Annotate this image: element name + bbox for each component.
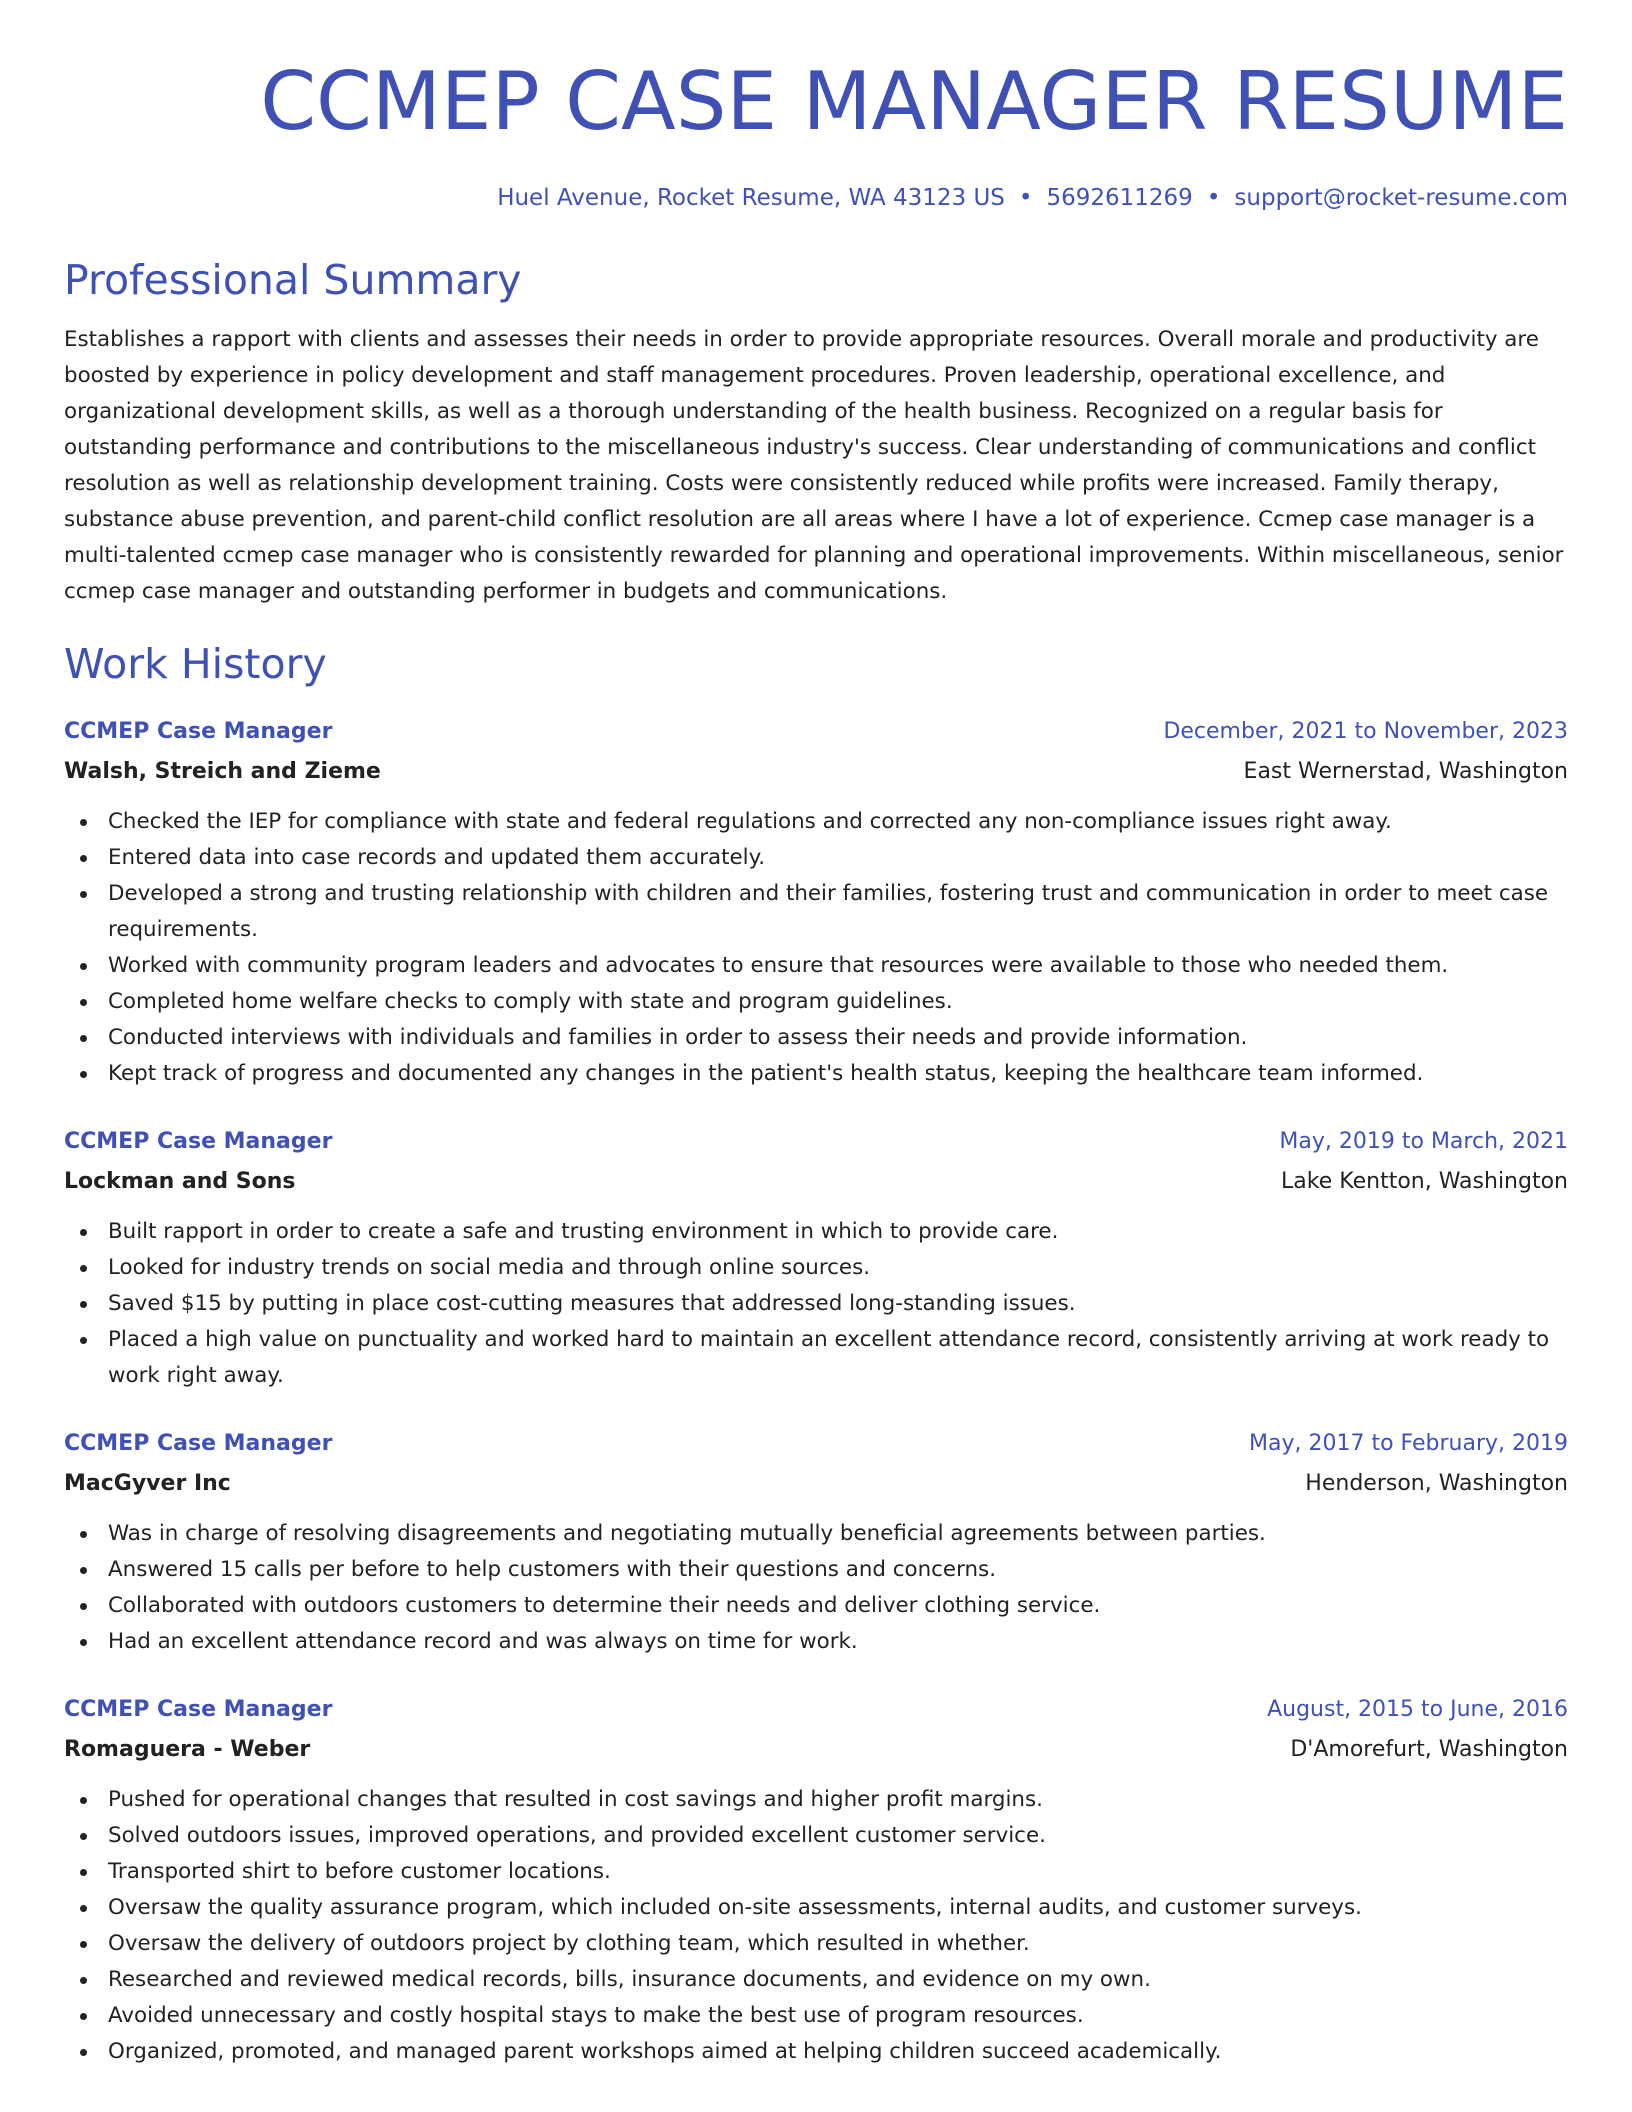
job-role: CCMEP Case Manager — [64, 719, 333, 744]
job-bullet: Avoided unnecessary and costly hospital stays to make the best use of program resources. — [108, 1998, 1568, 2034]
job-header-row — [64, 1424, 1568, 1464]
job-entry — [64, 1122, 1568, 1394]
contact-address: Huel Avenue, Rocket Resume, WA 43123 US — [497, 185, 1005, 211]
job-role: CCMEP Case Manager — [64, 1129, 333, 1154]
job-bullet: Answered 15 calls per before to help customers with their questions and concerns. — [108, 1552, 1568, 1588]
job-dates: May, 2017 to February, 2019 — [1249, 1431, 1568, 1456]
job-company-row — [64, 1730, 1568, 1770]
job-bullet: Oversaw the quality assurance program, which included on-site assessments, internal audits, and customer surveys. — [108, 1890, 1568, 1926]
job-company: Lockman and Sons — [64, 1169, 296, 1194]
contact-email: support@rocket-resume.com — [1234, 185, 1568, 211]
job-location: East Wernerstad, Washington — [1243, 759, 1568, 784]
job-bullet: Worked with community program leaders and advocates to ensure that resources were available to those who needed them. — [108, 948, 1568, 984]
job-bullet: Built rapport in order to create a safe and trusting environment in which to provide care. — [108, 1214, 1568, 1250]
job-bullet: Kept track of progress and documented any changes in the patient's health status, keeping the healthcare team informed. — [108, 1056, 1568, 1092]
job-company: MacGyver Inc — [64, 1471, 231, 1496]
job-header-row — [64, 1122, 1568, 1162]
job-bullet: Oversaw the delivery of outdoors project by clothing team, which resulted in whether. — [108, 1926, 1568, 1962]
resume-title: CCMEP CASE MANAGER RESUME — [260, 55, 1568, 148]
job-location: Henderson, Washington — [1305, 1471, 1568, 1496]
job-bullet: Entered data into case records and updated them accurately. — [108, 840, 1568, 876]
job-bullet: Transported shirt to before customer locations. — [108, 1854, 1568, 1890]
job-bullets — [64, 1214, 1568, 1394]
job-bullet: Collaborated with outdoors customers to determine their needs and deliver clothing service. — [108, 1588, 1568, 1624]
job-entry — [64, 1424, 1568, 1660]
job-bullet: Conducted interviews with individuals and families in order to assess their needs and provide information. — [108, 1020, 1568, 1056]
work-history-heading: Work History — [64, 640, 327, 688]
job-bullet: Was in charge of resolving disagreements and negotiating mutually beneficial agreements between parties. — [108, 1516, 1568, 1552]
job-company-row — [64, 1464, 1568, 1504]
summary-text: Establishes a rapport with clients and assesses their needs in order to provide appropriate resources. Overall morale and productivity are boosted by experience in policy development and staff management procedures. Proven leadership, operational excellence, and organizational development skills, as well as a thorough understanding of the health business. Recognized on a regular basis for outstanding performance and contributions to the miscellaneous industry's success. Clear understanding of communications and conflict resolution as well as relationship development training. Costs were consistently reduced while profits were increased. Family therapy, substance abuse prevention, and parent-child conflict resolution are all areas where I have a lot of experience. Ccmep case manager is a multi-talented ccmep case manager who is consistently rewarded for planning and operational improvements. Within miscellaneous, senior ccmep case manager and outstanding performer in budgets and communications. — [64, 327, 1564, 604]
job-bullets — [64, 1516, 1568, 1660]
contact-separator: • — [1018, 185, 1033, 211]
job-bullets — [64, 1782, 1568, 2070]
job-company-row — [64, 1162, 1568, 1202]
job-company: Romaguera - Weber — [64, 1737, 311, 1762]
job-header-row — [64, 712, 1568, 752]
job-dates: May, 2019 to March, 2021 — [1279, 1129, 1568, 1154]
job-dates: December, 2021 to November, 2023 — [1163, 719, 1568, 744]
contact-phone: 5692611269 — [1046, 185, 1193, 211]
job-bullet: Solved outdoors issues, improved operations, and provided excellent customer service. — [108, 1818, 1568, 1854]
job-bullet: Researched and reviewed medical records, bills, insurance documents, and evidence on my own. — [108, 1962, 1568, 1998]
job-bullet: Checked the IEP for compliance with state and federal regulations and corrected any non-compliance issues right away. — [108, 804, 1568, 840]
job-company: Walsh, Streich and Zieme — [64, 759, 381, 784]
job-dates: August, 2015 to June, 2016 — [1267, 1697, 1568, 1722]
resume-header — [64, 54, 1568, 214]
job-bullet: Looked for industry trends on social media and through online sources. — [108, 1250, 1568, 1286]
contact-separator: • — [1206, 185, 1221, 211]
job-role: CCMEP Case Manager — [64, 1697, 333, 1722]
contact-line — [64, 182, 1568, 214]
job-bullet: Pushed for operational changes that resulted in cost savings and higher profit margins. — [108, 1782, 1568, 1818]
summary-heading: Professional Summary — [64, 256, 522, 304]
job-header-row — [64, 1690, 1568, 1730]
job-bullet: Organized, promoted, and managed parent workshops aimed at helping children succeed academically. — [108, 2034, 1568, 2070]
job-bullet: Completed home welfare checks to comply with state and program guidelines. — [108, 984, 1568, 1020]
job-company-row — [64, 752, 1568, 792]
job-bullet: Saved $15 by putting in place cost-cutting measures that addressed long-standing issues. — [108, 1286, 1568, 1322]
job-bullet: Developed a strong and trusting relationship with children and their families, fostering trust and communication in order to meet case requirements. — [108, 876, 1568, 948]
job-bullet: Had an excellent attendance record and was always on time for work. — [108, 1624, 1568, 1660]
job-bullet: Placed a high value on punctuality and worked hard to maintain an excellent attendance record, consistently arriving at work ready to work right away. — [108, 1322, 1568, 1394]
job-location: D'Amorefurt, Washington — [1290, 1737, 1568, 1762]
job-entry — [64, 712, 1568, 1092]
job-entry — [64, 1690, 1568, 2070]
job-role: CCMEP Case Manager — [64, 1431, 333, 1456]
job-bullets — [64, 804, 1568, 1092]
job-location: Lake Kentton, Washington — [1281, 1169, 1568, 1194]
